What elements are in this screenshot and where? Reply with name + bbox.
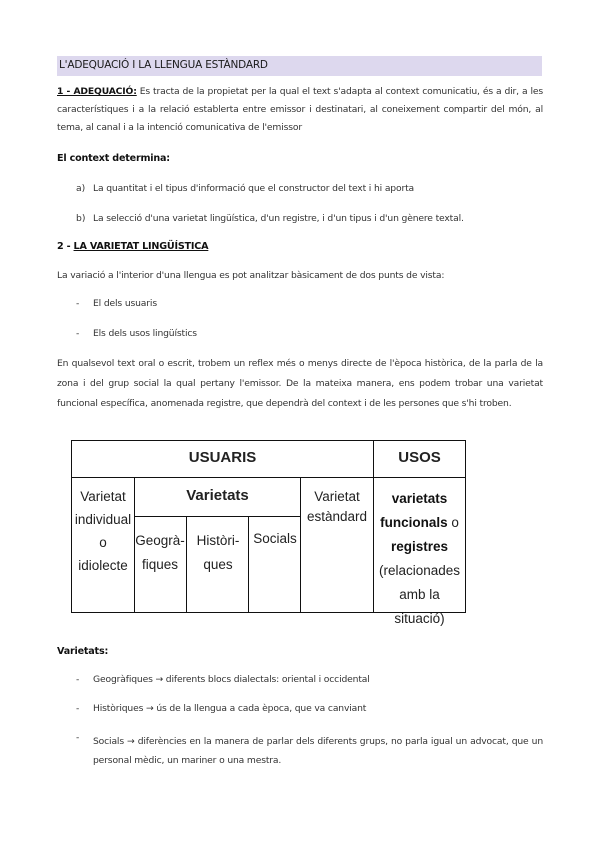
cell-line: fiques — [141, 557, 179, 572]
context-item-marker: a) — [76, 183, 86, 194]
list-item-marker: - — [76, 674, 80, 685]
historiques-cell — [187, 529, 249, 577]
varietats-cell: Varietats — [186, 487, 249, 504]
variation-intro: La variació a l'interior d'una llengua es pot analitzar bàsicament de dos punts de vista: — [57, 270, 445, 281]
geografiques-cell — [134, 529, 186, 577]
variation-line-1: En qualsevol text oral o escrit, trobem un reflex més o menys directe de l'època històrica, de la parla de la — [57, 358, 543, 369]
list-item-text: Els dels usos lingüístics — [93, 328, 197, 339]
adequacio-line-3: tema, al canal i a la intenció comunicativa de l'emissor — [57, 122, 302, 133]
table-rule — [72, 477, 465, 478]
adequacio-text-1: Es tracta de la propietat per la qual el text s'adapta al context comunicatiu, és a dir, a les — [139, 86, 543, 97]
cell-line: Varietat — [80, 489, 126, 504]
list-item-text — [93, 732, 543, 770]
cell-line: Geogrà- — [135, 533, 185, 548]
cell-line-bold: funcionals — [380, 515, 448, 530]
usuaris-header: USUARIS — [188, 449, 257, 466]
variation-line-3: funcional específica, anomenada registre, que dependrà del context i de les persones que s'hi troben. — [57, 398, 512, 409]
title-bar — [57, 56, 542, 76]
context-item-marker: b) — [76, 213, 86, 224]
cell-line: idiolecte — [78, 558, 128, 573]
varietats-heading: Varietats: — [57, 646, 109, 657]
context-heading: El context determina: — [57, 153, 170, 164]
cell-line: estàndard — [306, 509, 368, 524]
cell-line: individual — [74, 512, 132, 527]
usos-header: USOS — [398, 449, 441, 466]
list-item-text: Històriques → ús de la llengua a cada època, que va canviant — [93, 703, 367, 714]
adequacio-heading: 1 - ADEQUACIÓ: — [57, 86, 137, 97]
adequacio-line-1 — [57, 83, 543, 101]
table-rule — [134, 516, 301, 517]
varietat-heading — [57, 241, 208, 252]
list-item-marker: - — [76, 328, 80, 339]
list-item-marker: - — [76, 732, 80, 743]
varietat-heading-text: LA VARIETAT LINGÜÍSTICA — [73, 241, 209, 252]
list-item-text: Geogràfiques → diferents blocs dialectals: oriental i occidental — [93, 674, 370, 685]
list-item-marker: - — [76, 298, 80, 309]
cell-line: varietats — [391, 491, 448, 506]
variation-paragraph — [57, 354, 543, 414]
cell-line — [374, 511, 465, 535]
socials-cell: Socials — [253, 531, 297, 546]
varietats-table — [71, 440, 466, 626]
cell-line: Varietat — [314, 489, 360, 504]
cell-line: registres — [390, 539, 449, 554]
adequacio-paragraph — [57, 83, 543, 137]
cell-line: amb la situació) — [394, 587, 445, 626]
cell-line: Històri- — [196, 533, 240, 548]
adequacio-line-2: característiques i a la relació establerta entre emissor i destinatari, al coneixement compartir del món, al — [57, 104, 543, 115]
context-item-text: La selecció d'una varietat lingüística, d'un registre, i d'un tipus i d'un gènere textal. — [93, 213, 464, 224]
list-item-line: Socials → diferències en la manera de parlar dels diferents grups, no parla igual un advocat, que un — [93, 736, 543, 747]
context-item-text: La quantitat i el tipus d'informació que el constructor del text i hi aporta — [93, 183, 415, 194]
variation-line-2: zona i del grup social la qual pertany l'emissor. De la mateixa manera, ens podem trobar una varietat — [57, 378, 543, 389]
cell-line-rest: o — [447, 515, 459, 530]
varietat-individual-cell — [72, 485, 134, 577]
cell-line: ques — [203, 557, 233, 572]
list-item-line: personal mèdic, un mariner o una mestra. — [93, 755, 282, 766]
list-item-text: El dels usuaris — [93, 298, 157, 309]
cell-line: o — [99, 535, 107, 550]
varietat-heading-number: 2 - — [57, 241, 74, 252]
usos-cell — [374, 487, 465, 631]
varietat-estandard-cell — [301, 487, 373, 527]
page-title: L'ADEQUACIÓ I LA LLENGUA ESTÀNDARD — [59, 59, 268, 71]
list-item-marker: - — [76, 703, 80, 714]
cell-line: (relacionades — [378, 563, 461, 578]
